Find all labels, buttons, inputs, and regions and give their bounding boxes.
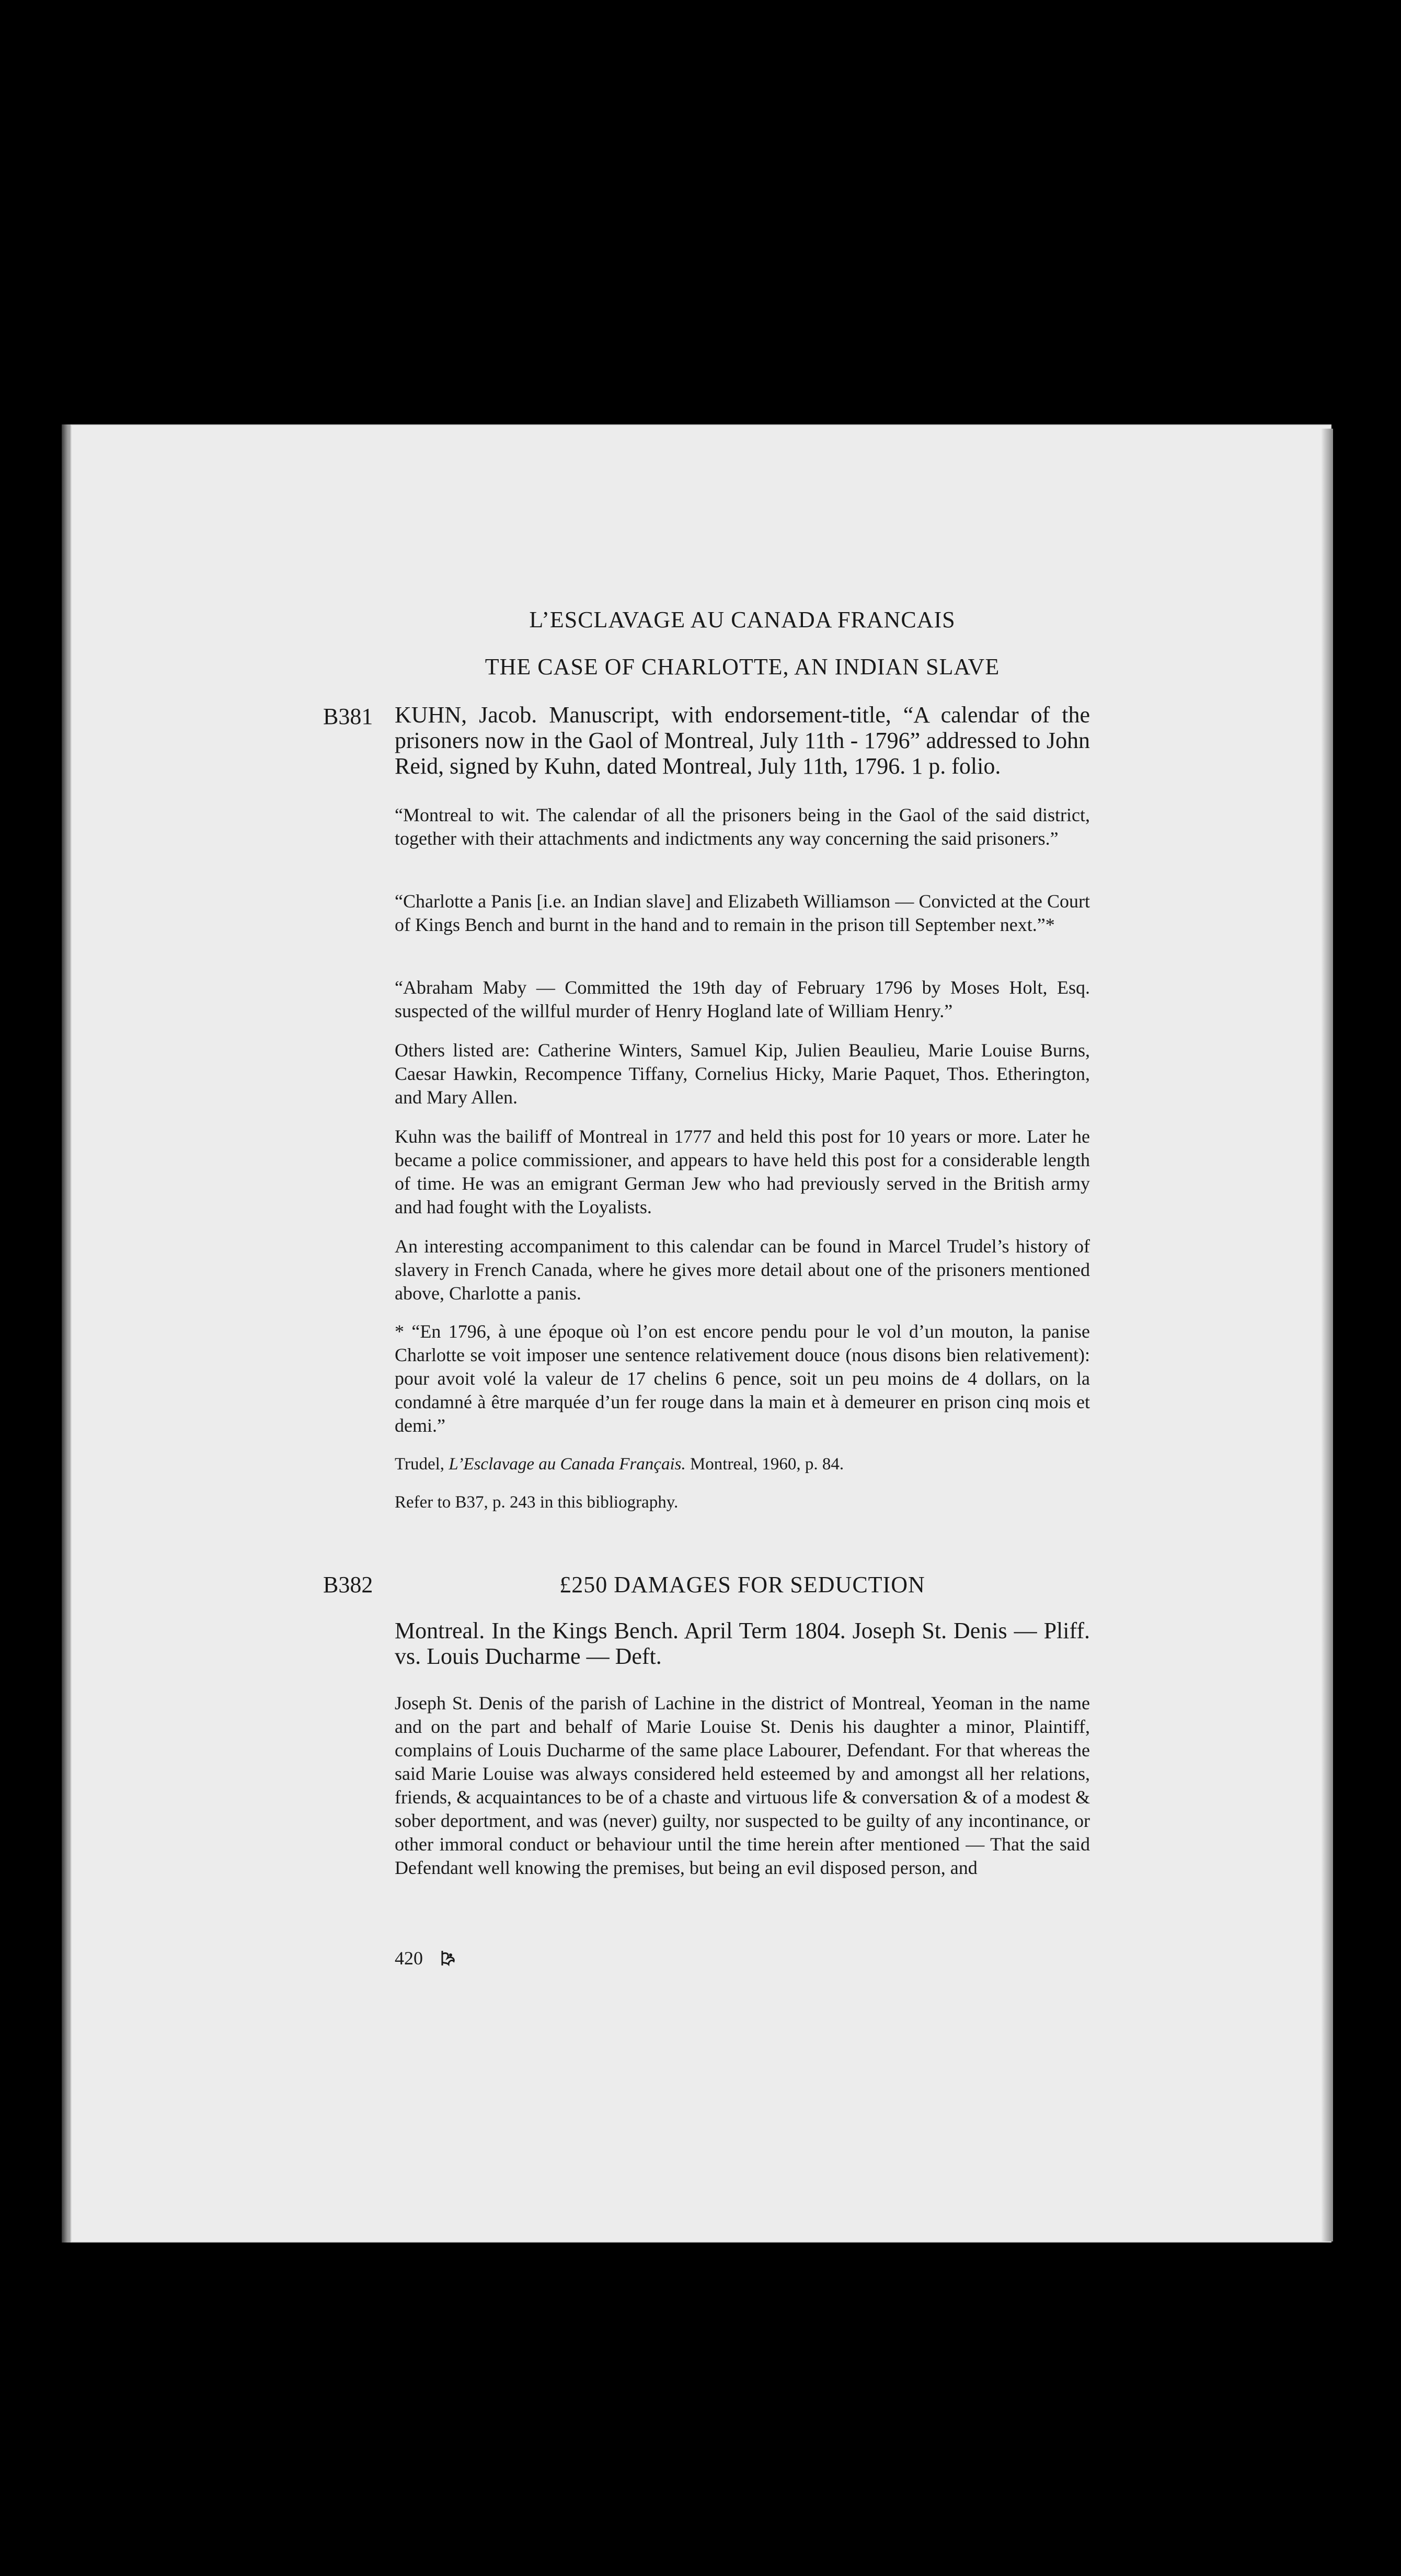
page-number: 420 (395, 1948, 423, 1969)
quote-paragraph: “Charlotte a Panis [i.e. an Indian slave] and Elizabeth Williamson — Convicted at the Court of Kings Bench and burnt in the hand and to remain in the prison till September next.”* (395, 891, 1090, 935)
body-paragraph: Others listed are: Catherine Winters, Samuel Kip, Julien Beaulieu, Marie Louise Burns, Caesar Hawkin, Recompence Tiffany, Cornelius Hicky, Marie Paquet, Thos. Etherington, and Mary Allen. (395, 1040, 1090, 1108)
source-citation (395, 1453, 1090, 1475)
source-title: L’Esclavage au Canada Français. (449, 1455, 686, 1474)
entry-id: B382 (323, 1572, 373, 1597)
entry-citation: KUHN, Jacob. Manuscript, with endorsement-title, “A calendar of the prisoners now in the Gaol of Montreal, July 11th - 1796” addressed to John Reid, signed by Kuhn, dated Montreal, July 11th, 1796. 1 p. folio. (395, 702, 1090, 779)
running-title: L’ESCLAVAGE AU CANADA FRANCAIS (529, 607, 956, 632)
source-author: Trudel, (395, 1455, 449, 1474)
paper-right-edge (1322, 429, 1333, 2241)
cross-reference: Refer to B37, p. 243 in this bibliography. (395, 1493, 679, 1512)
quote-paragraph: “Montreal to wit. The calendar of all the prisoners being in the Gaol of the said district, together with their attachments and indictments any way concerning the said prisoners.” (395, 804, 1090, 849)
quote-paragraph: “Abraham Maby — Committed the 19th day of February 1796 by Moses Holt, Esq. suspected of the willful murder of Henry Hogland late of William Henry.” (395, 977, 1090, 1021)
body-paragraph: Kuhn was the bailiff of Montreal in 1777 and held this post for 10 years or more. Later he became a police commissioner, and appears to have held this post for a considerable length of time. He was an emigrant German Jew who had previously served in the British army and had fought with the Loyalists. (395, 1126, 1090, 1217)
footnote: * “En 1796, à une époque où l’on est encore pendu pour le vol d’un mouton, la panise Charlotte se voit imposer une sentence relativement douce (nous disons bien relativement): pour avoit volé la valeur de 17 chelins 6 pence, soit un peu moins de 4 dollars, on la condamné à être marquée d’un fer rouge dans la main et à demeurer en prison cinq mois et demi.” (395, 1321, 1090, 1436)
body-paragraph: Joseph St. Denis of the parish of Lachine in the district of Montreal, Yeoman in the name and on the part and behalf of Marie Louise St. Denis his daughter a minor, Plaintiff, complains of Louis Ducharme of the same place Labourer, Defendant. For that whereas the said Marie Louise was always considered held esteemed by and amongst all her relations, friends, & acquaintances to be of a chaste and virtuous life & conversation & of a modest & sober deportment, and was (never) guilty, nor suspected to be guilty of any incontinance, or other immoral conduct or behaviour until the time herein after mentioned — That the said Defendant well knowing the premises, but being an evil disposed person, and (395, 1693, 1090, 1878)
entry-citation: Montreal. In the Kings Bench. April Term 1804. Joseph St. Denis — Pliff. vs. Louis Ducharme — Deft. (395, 1618, 1090, 1669)
fleuron-ornament-icon (439, 1949, 458, 1968)
source-details: Montreal, 1960, p. 84. (685, 1455, 844, 1474)
entry-heading: THE CASE OF CHARLOTTE, AN INDIAN SLAVE (485, 654, 1000, 680)
body-paragraph: An interesting accompaniment to this calendar can be found in Marcel Trudel’s history of slavery in French Canada, where he gives more detail about one of the prisoners mentioned above, Charlotte a panis. (395, 1236, 1090, 1304)
entry-id: B381 (323, 704, 373, 729)
entry-heading: £250 DAMAGES FOR SEDUCTION (559, 1572, 925, 1597)
